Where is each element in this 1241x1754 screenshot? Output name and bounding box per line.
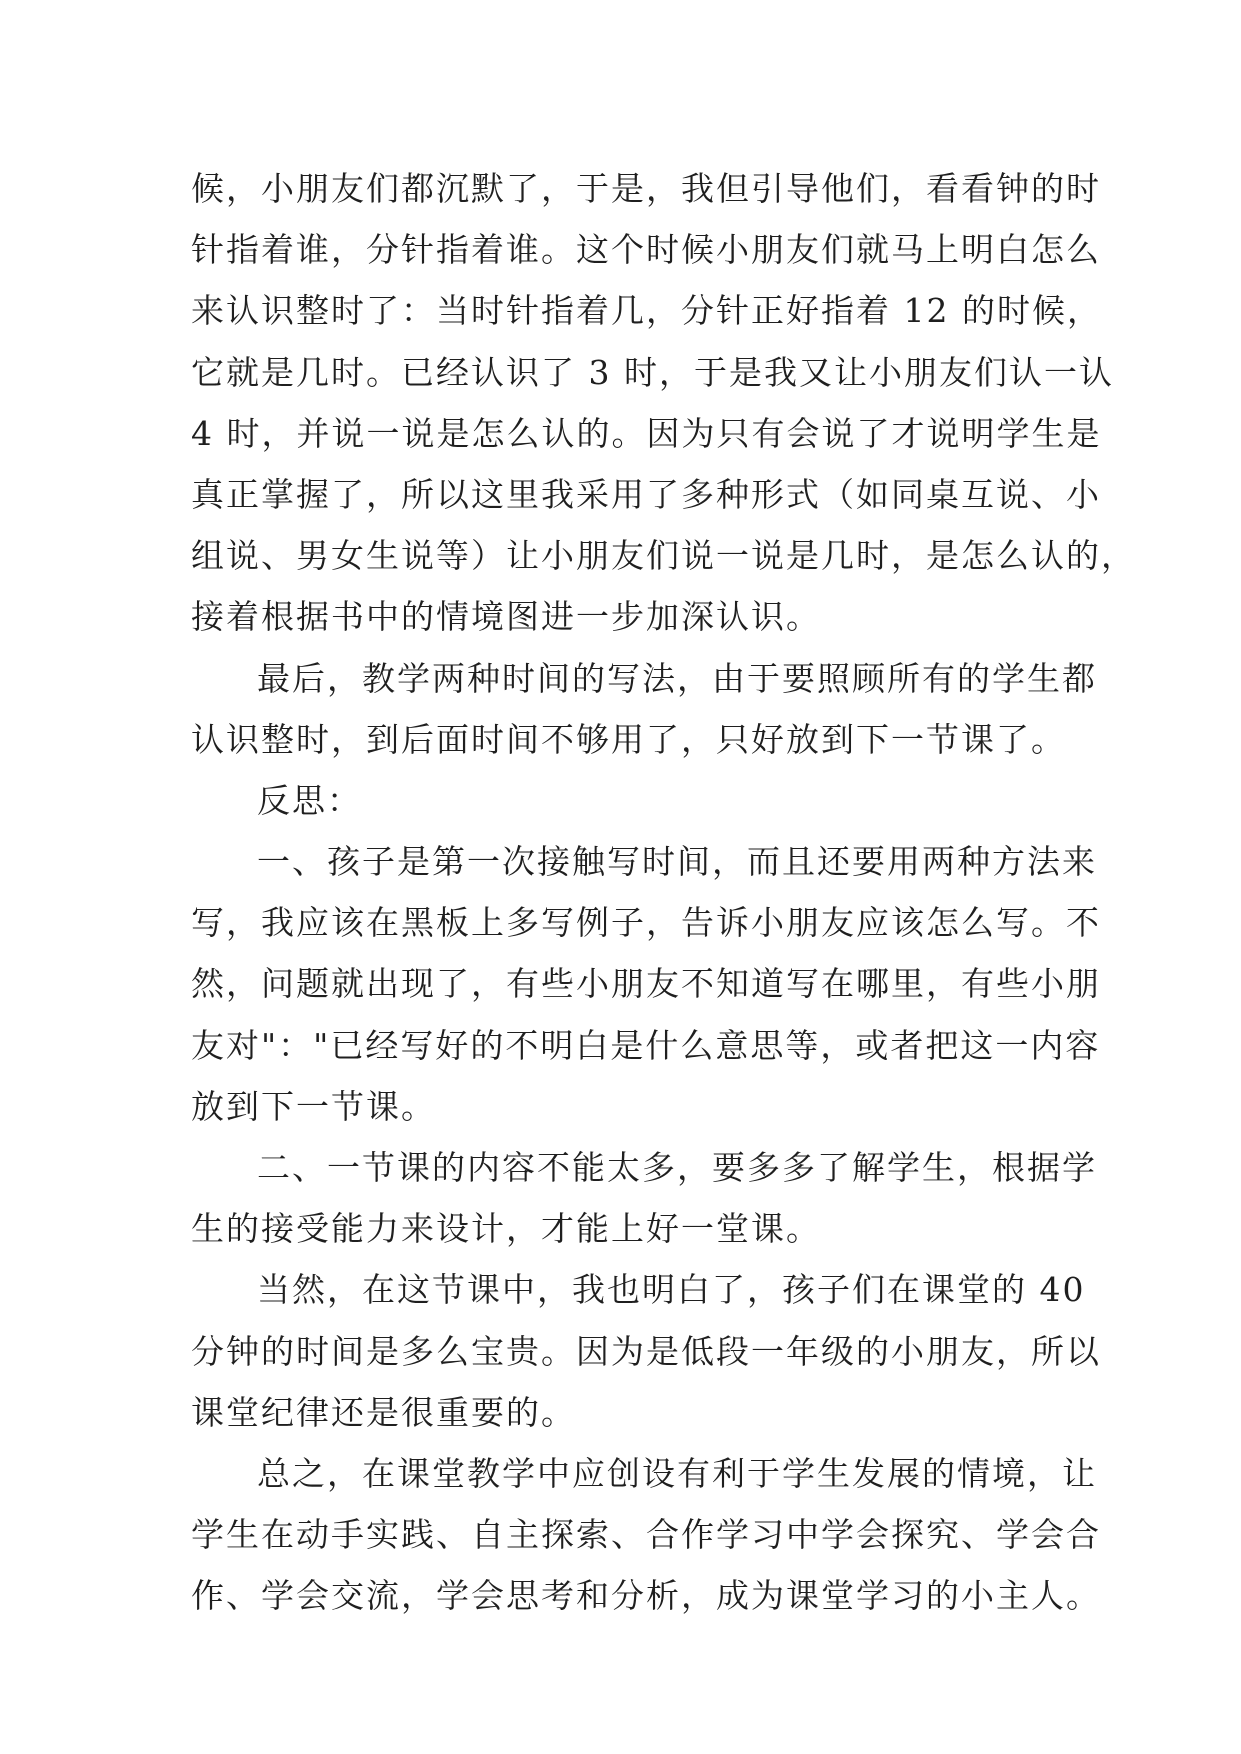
text-line: 它就是几时。已经认识了 3 时，于是我又让小朋友们认一认: [191, 352, 1114, 392]
text-line: 作、学会交流，学会思考和分析，成为课堂学习的小主人。: [191, 1576, 1101, 1616]
text-line: 总之，在课堂教学中应创设有利于学生发展的情境，让: [257, 1453, 1097, 1493]
text-line: 真正掌握了，所以这里我采用了多种形式（如同桌互说、小: [191, 474, 1101, 514]
text-line: 课堂纪律还是很重要的。: [191, 1392, 576, 1432]
text-line: 最后，教学两种时间的写法，由于要照顾所有的学生都: [257, 658, 1097, 698]
text-line: 4 时，并说一说是怎么认的。因为只有会说了才说明学生是: [191, 413, 1102, 453]
text-line: 学生在动手实践、自主探索、合作学习中学会探究、学会合: [191, 1515, 1101, 1555]
text-line: 写，我应该在黑板上多写例子，告诉小朋友应该怎么写。不: [191, 903, 1101, 943]
text-line: 组说、男女生说等）让小朋友们说一说是几时，是怎么认的，: [191, 536, 1136, 576]
text-line: 一、孩子是第一次接触写时间，而且还要用两种方法来: [257, 842, 1097, 882]
text-line: 当然，在这节课中，我也明白了，孩子们在课堂的 40: [257, 1270, 1086, 1310]
text-line: 来认识整时了：当时针指着几，分针正好指着 12 的时候，: [191, 291, 1102, 331]
text-line: 生的接受能力来设计，才能上好一堂课。: [191, 1209, 821, 1249]
text-line: 反思：: [257, 780, 362, 820]
text-line: 二、一节课的内容不能太多，要多多了解学生，根据学: [257, 1148, 1097, 1187]
text-line: 友对"："已经写好的不明白是什么意思等，或者把这一内容: [191, 1025, 1101, 1065]
text-line: 放到下一节课。: [191, 1086, 436, 1126]
document-body: [191, 158, 1136, 1627]
text-line: 认识整时，到后面时间不够用了，只好放到下一节课了。: [191, 719, 1066, 759]
text-line: 然，问题就出现了，有些小朋友不知道写在哪里，有些小朋: [191, 964, 1101, 1004]
text-line: 针指着谁，分针指着谁。这个时候小朋友们就马上明白怎么: [191, 230, 1101, 270]
text-line: 候，小朋友们都沉默了，于是，我但引导他们，看看钟的时: [191, 169, 1101, 208]
text-line: 接着根据书中的情境图进一步加深认识。: [191, 597, 821, 637]
text-line: 分钟的时间是多么宝贵。因为是低段一年级的小朋友，所以: [191, 1331, 1101, 1371]
